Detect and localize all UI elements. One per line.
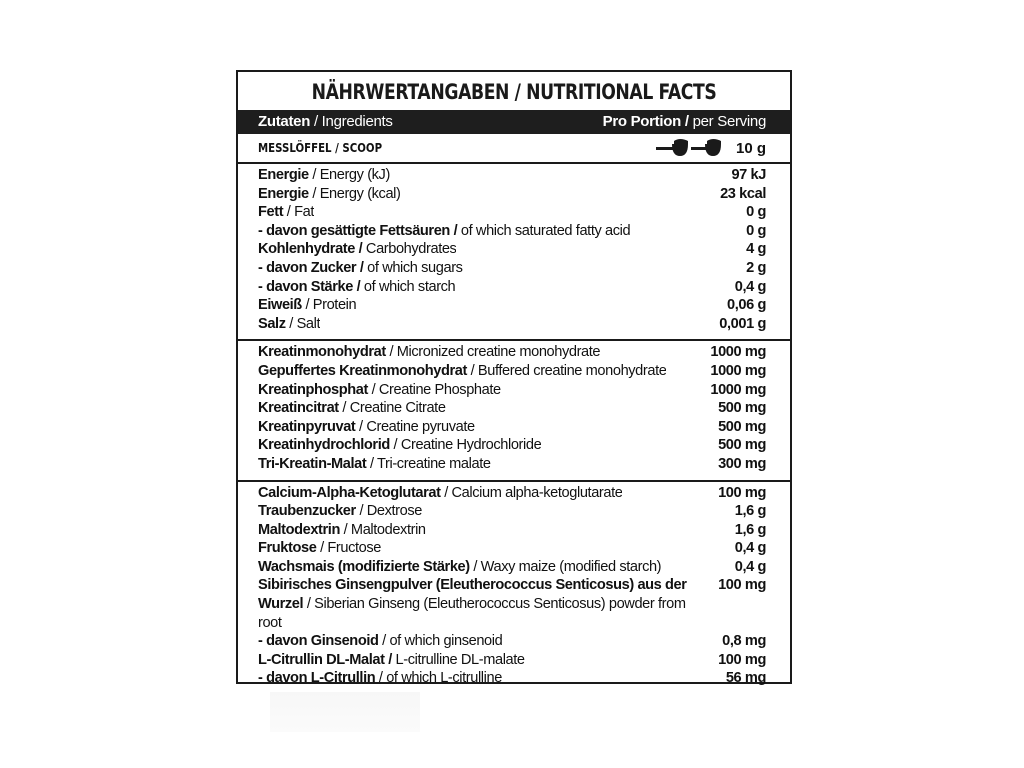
nutrient-value: 0,001 g (719, 315, 766, 332)
nutrient-value: 0 g (746, 222, 766, 239)
nutrient-name-translation: / Creatine pyruvate (355, 418, 475, 435)
nutrient-name-bold: Kreatincitrat (258, 400, 339, 417)
nutrient-name (258, 343, 600, 362)
nutrient-name-bold: Kreatinphosphat (258, 381, 368, 398)
nutrient-name (258, 399, 446, 418)
nutrient-name-bold: Wachsmais (modifizierte Stärke) (258, 558, 470, 575)
nutrient-row (258, 502, 766, 521)
nutrient-value: 1000 mg (710, 344, 766, 361)
nutrient-row (258, 539, 766, 558)
nutrient-name (258, 521, 426, 540)
nutrient-name-translation: L-citrulline DL-malate (391, 651, 525, 668)
nutrient-name-translation: / Siberian Ginseng (Eleutherococcus Senticosus) powder from root (258, 596, 686, 631)
nutrient-value: 0,8 mg (722, 633, 766, 650)
nutrient-name-translation: / Waxy maize (modified starch) (469, 558, 662, 575)
nutrient-value: 1000 mg (710, 362, 766, 379)
nutrient-name-translation: / Energy (kJ) (308, 167, 390, 183)
nutrient-row (258, 296, 766, 315)
column-header-bar (238, 110, 790, 134)
nutrient-name (258, 296, 356, 315)
scoop-icon (656, 137, 726, 159)
nutrient-value: 100 mg (718, 651, 766, 668)
nutrient-name-translation: / Creatine Hydrochloride (389, 437, 542, 454)
nutrient-name (258, 240, 456, 259)
nutrition-facts-panel (236, 70, 792, 687)
nutrient-name-bold: Kreatinmonohydrat (258, 344, 386, 361)
nutrient-name (258, 222, 630, 241)
nutrient-name-translation: / of which L-citrulline (375, 670, 502, 687)
nutrient-name-bold: Eiweiß (258, 297, 302, 314)
nutrient-value: 100 mg (718, 577, 766, 594)
nutrient-name (258, 539, 381, 558)
panel-title: NÄHRWERTANGABEN / NUTRITIONAL FACTS (311, 80, 717, 104)
nutrient-name-bold: - davon Ginsenoid (258, 633, 379, 650)
nutrient-row (258, 259, 766, 278)
nutrient-name-bold: Fett (258, 204, 284, 221)
nutrient-name-translation: / Micronized creatine monohydrate (385, 344, 601, 361)
faded-background-shape (270, 692, 420, 732)
nutrient-name (258, 455, 491, 474)
per-serving-header (603, 110, 766, 134)
nutrient-name-translation: / Fat (283, 204, 315, 221)
nutrient-row (258, 203, 766, 222)
per-serving-header-rest: per Serving (688, 113, 766, 130)
ingredients-header-bold: Zutaten (258, 113, 311, 130)
nutrient-value: 100 mg (718, 484, 766, 501)
nutrient-value: 23 kcal (720, 185, 766, 202)
nutrient-row (258, 185, 766, 204)
nutrient-name-bold: Kreatinpyruvat (258, 418, 356, 435)
nutrient-value: 2 g (746, 259, 766, 276)
nutrient-name-bold: Traubenzucker (258, 503, 356, 520)
nutrient-name-bold: Calcium-Alpha-Ketoglutarat (258, 484, 441, 501)
nutrient-row (258, 669, 766, 688)
nutrient-name-bold: Kohlenhydrate / (258, 241, 363, 258)
nutrient-name-translation: / Energy (kcal) (308, 185, 401, 202)
nutrition-section (238, 341, 790, 481)
nutrient-row (258, 632, 766, 651)
nutrient-row (258, 576, 766, 632)
nutrient-name-bold: - davon Zucker / (258, 259, 364, 276)
nutrient-name-bold: Energie (258, 185, 309, 202)
nutrient-name (258, 278, 455, 297)
nutrient-value: 0,4 g (734, 278, 766, 295)
nutrient-name-translation: / Protein (301, 297, 357, 314)
nutrient-name-bold: - davon Stärke / (258, 278, 361, 295)
nutrient-value: 0 g (746, 204, 766, 221)
nutrient-name-translation: / Maltodextrin (339, 521, 426, 538)
nutrient-row (258, 362, 766, 381)
nutrient-name (258, 381, 501, 400)
nutrient-row (258, 418, 766, 437)
nutrient-name-bold: Maltodextrin (258, 521, 340, 538)
nutrient-value: 500 mg (718, 437, 766, 454)
nutrient-row (258, 436, 766, 455)
nutrient-name-bold: Gepuffertes Kreatinmonohydrat (258, 362, 467, 379)
nutrient-row (258, 521, 766, 540)
nutrient-name-bold: - davon gesättigte Fettsäuren / (258, 222, 458, 239)
nutrient-name-bold: Fruktose (258, 540, 317, 557)
nutrient-name (258, 484, 622, 503)
nutrition-section (238, 482, 790, 695)
nutrient-name-translation: of which saturated fatty acid (457, 222, 631, 239)
nutrient-row (258, 381, 766, 400)
nutrient-name-bold: L-Citrullin DL-Malat / (258, 651, 392, 668)
nutrition-sections (238, 164, 790, 694)
nutrient-name-translation: / Dextrose (355, 503, 422, 520)
nutrient-name-bold: Energie (258, 167, 309, 183)
per-serving-header-bold: Pro Portion / (602, 113, 689, 130)
nutrient-row (258, 315, 766, 334)
nutrient-name-bold: Salz (258, 315, 286, 332)
nutrient-name (258, 203, 314, 222)
nutrition-section (238, 164, 790, 341)
nutrient-row (258, 222, 766, 241)
nutrient-name (258, 315, 320, 334)
nutrient-name (258, 502, 422, 521)
nutrient-name-bold: - davon L-Citrullin (258, 670, 376, 687)
ingredients-header-rest: / Ingredients (310, 113, 393, 130)
nutrient-row (258, 484, 766, 503)
nutrient-value: 97 kJ (731, 167, 766, 183)
nutrient-value: 0,06 g (727, 297, 766, 314)
nutrient-name (258, 576, 698, 632)
nutrient-name (258, 362, 666, 381)
nutrient-name (258, 185, 400, 204)
nutrient-name-translation: / Buffered creatine monohydrate (466, 362, 667, 379)
nutrient-value: 4 g (746, 241, 766, 258)
nutrient-name-translation: / Creatine Citrate (338, 400, 446, 417)
nutrient-row (258, 343, 766, 362)
nutrient-value: 0,4 g (734, 558, 766, 575)
nutrient-row (258, 240, 766, 259)
nutrient-value: 300 mg (718, 455, 766, 472)
nutrient-value: 1,6 g (734, 521, 766, 538)
nutrient-name-translation: / Salt (285, 315, 321, 332)
nutrient-value: 56 mg (725, 670, 766, 687)
scoop-amount: 10 g (735, 139, 766, 157)
nutrient-row (258, 558, 766, 577)
nutrient-name-translation: / Calcium alpha-ketoglutarate (440, 484, 623, 501)
nutrient-value: 500 mg (718, 400, 766, 417)
scoop-label: MESSLÖFFEL / SCOOP (258, 141, 383, 155)
nutrient-name (258, 558, 661, 577)
nutrient-name-translation: / of which ginsenoid (378, 633, 503, 650)
nutrient-value: 0,4 g (734, 540, 766, 557)
nutrient-name (258, 669, 502, 688)
nutrient-name-bold: Tri-Kreatin-Malat (258, 455, 367, 472)
nutrient-name-translation: Carbohydrates (362, 241, 457, 258)
nutrient-row (258, 651, 766, 670)
nutrient-row (258, 166, 766, 185)
ingredients-header (258, 110, 393, 134)
nutrient-value: 1,6 g (734, 503, 766, 520)
nutrient-name (258, 166, 390, 185)
nutrient-name-translation: of which sugars (363, 259, 463, 276)
nutrient-name-bold: Kreatinhydrochlorid (258, 437, 390, 454)
nutrient-name-bold: Sibirisches Ginsengpulver (Eleutherococcus Senticosus) aus der Wurzel (258, 577, 687, 613)
nutrient-name (258, 259, 463, 278)
nutrient-row (258, 399, 766, 418)
nutrient-name (258, 632, 502, 651)
nutrient-name (258, 436, 541, 455)
scoop-amount-group (656, 137, 766, 159)
nutrient-row (258, 278, 766, 297)
nutrient-name-translation: of which starch (360, 278, 456, 295)
nutrient-name (258, 651, 525, 670)
nutrient-value: 1000 mg (710, 381, 766, 398)
nutrient-name-translation: / Fructose (316, 540, 381, 557)
nutrient-name-translation: / Creatine Phosphate (367, 381, 501, 398)
nutrient-row (258, 455, 766, 474)
nutrient-name-translation: / Tri-creatine malate (366, 455, 491, 472)
nutrient-value: 500 mg (718, 418, 766, 435)
nutrient-name (258, 418, 475, 437)
scoop-row (238, 134, 790, 164)
